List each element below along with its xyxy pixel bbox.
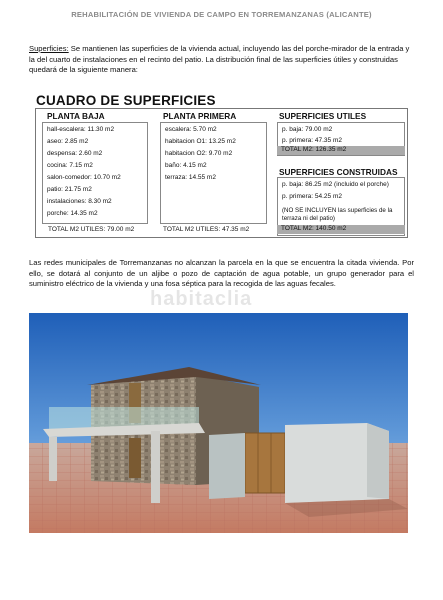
lower-door (129, 438, 141, 478)
superficies-column (272, 109, 408, 237)
list-item: habitacion O2: 9.70 m2 (165, 150, 233, 157)
list-item: hall-escalera: 11.30 m2 (47, 126, 115, 133)
intro-paragraph (29, 44, 414, 76)
list-item: instalaciones: 8.30 m2 (47, 198, 112, 205)
intro-label: Superficies: (29, 44, 69, 53)
table-title: CUADRO DE SUPERFICIES (36, 93, 216, 108)
patio-wall (209, 433, 245, 499)
watermark: habitaclia (150, 288, 253, 310)
planta-baja-heading: PLANTA BAJA (47, 111, 105, 121)
list-item: baño: 4.15 m2 (165, 162, 207, 169)
list-item: porche: 14.35 m2 (47, 210, 98, 217)
page-header: REHABILITACIÓN DE VIVIENDA DE CAMPO EN TORREMANZANAS (ALICANTE) (71, 10, 372, 19)
column (151, 431, 160, 503)
utiles-total: TOTAL M2: 126.35 m2 (277, 146, 405, 155)
wooden-gate (245, 433, 285, 493)
planta-baja-box (42, 122, 148, 224)
list-item: p. baja: 79.00 m2 (282, 126, 333, 133)
house-render-image (29, 313, 408, 533)
list-item: terraza: 14.55 m2 (165, 174, 216, 181)
planta-baja-column (36, 109, 153, 237)
construidas-box (277, 177, 405, 236)
list-item: despensa: 2.60 m2 (47, 150, 103, 157)
planta-primera-column (154, 109, 271, 237)
surfaces-table (35, 108, 408, 238)
construidas-total: TOTAL M2: 140.50 m2 (277, 225, 405, 234)
intro-text: Se mantienen las superficies de la vivienda actual, incluyendo las del porche-mirador de la entrada y la del cuarto de instalaciones en el recinto del patio. La distribución final de las superficies útiles y construidas quedará de la siguiente manera: (29, 44, 410, 75)
utiles-box (277, 122, 405, 156)
list-item: p. primera: 54.25 m2 (282, 193, 342, 200)
planta-primera-box (160, 122, 267, 224)
body-paragraph: Las redes municipales de Torremanzanas no alcanzan la parcela en la que se encuentra la citada vivienda. Por ello, se dotará al conjunto de un aljibe o pozo de captación de agua potable, un grupo generador para el suministro eléctrico de la vivienda y una fosa séptica para la recogida de las aguas fecales. (29, 258, 414, 289)
construidas-note: (NO SE INCLUYEN las superficies de la terraza ni del patio) (282, 207, 393, 222)
column (49, 437, 57, 481)
construidas-heading: SUPERFICIES CONSTRUIDAS (279, 167, 398, 177)
list-item: p. baja: 86.25 m2 (incluido el porche) (282, 181, 389, 188)
list-item: salon-comedor: 10.70 m2 (47, 174, 121, 181)
planta-primera-heading: PLANTA PRIMERA (163, 111, 237, 121)
planta-primera-total: TOTAL M2 UTILES: 47.35 m2 (163, 226, 250, 233)
planta-baja-total: TOTAL M2 UTILES: 79.00 m2 (48, 226, 135, 233)
list-item: escalera: 5.70 m2 (165, 126, 217, 133)
list-item: p. primera: 47.35 m2 (282, 137, 342, 144)
list-item: habitacion O1: 13.25 m2 (165, 138, 236, 145)
utiles-heading: SUPERFICIES UTILES (279, 111, 367, 121)
list-item: aseo: 2.85 m2 (47, 138, 89, 145)
list-item: cocina: 7.15 m2 (47, 162, 93, 169)
list-item: patio: 21.75 m2 (47, 186, 92, 193)
